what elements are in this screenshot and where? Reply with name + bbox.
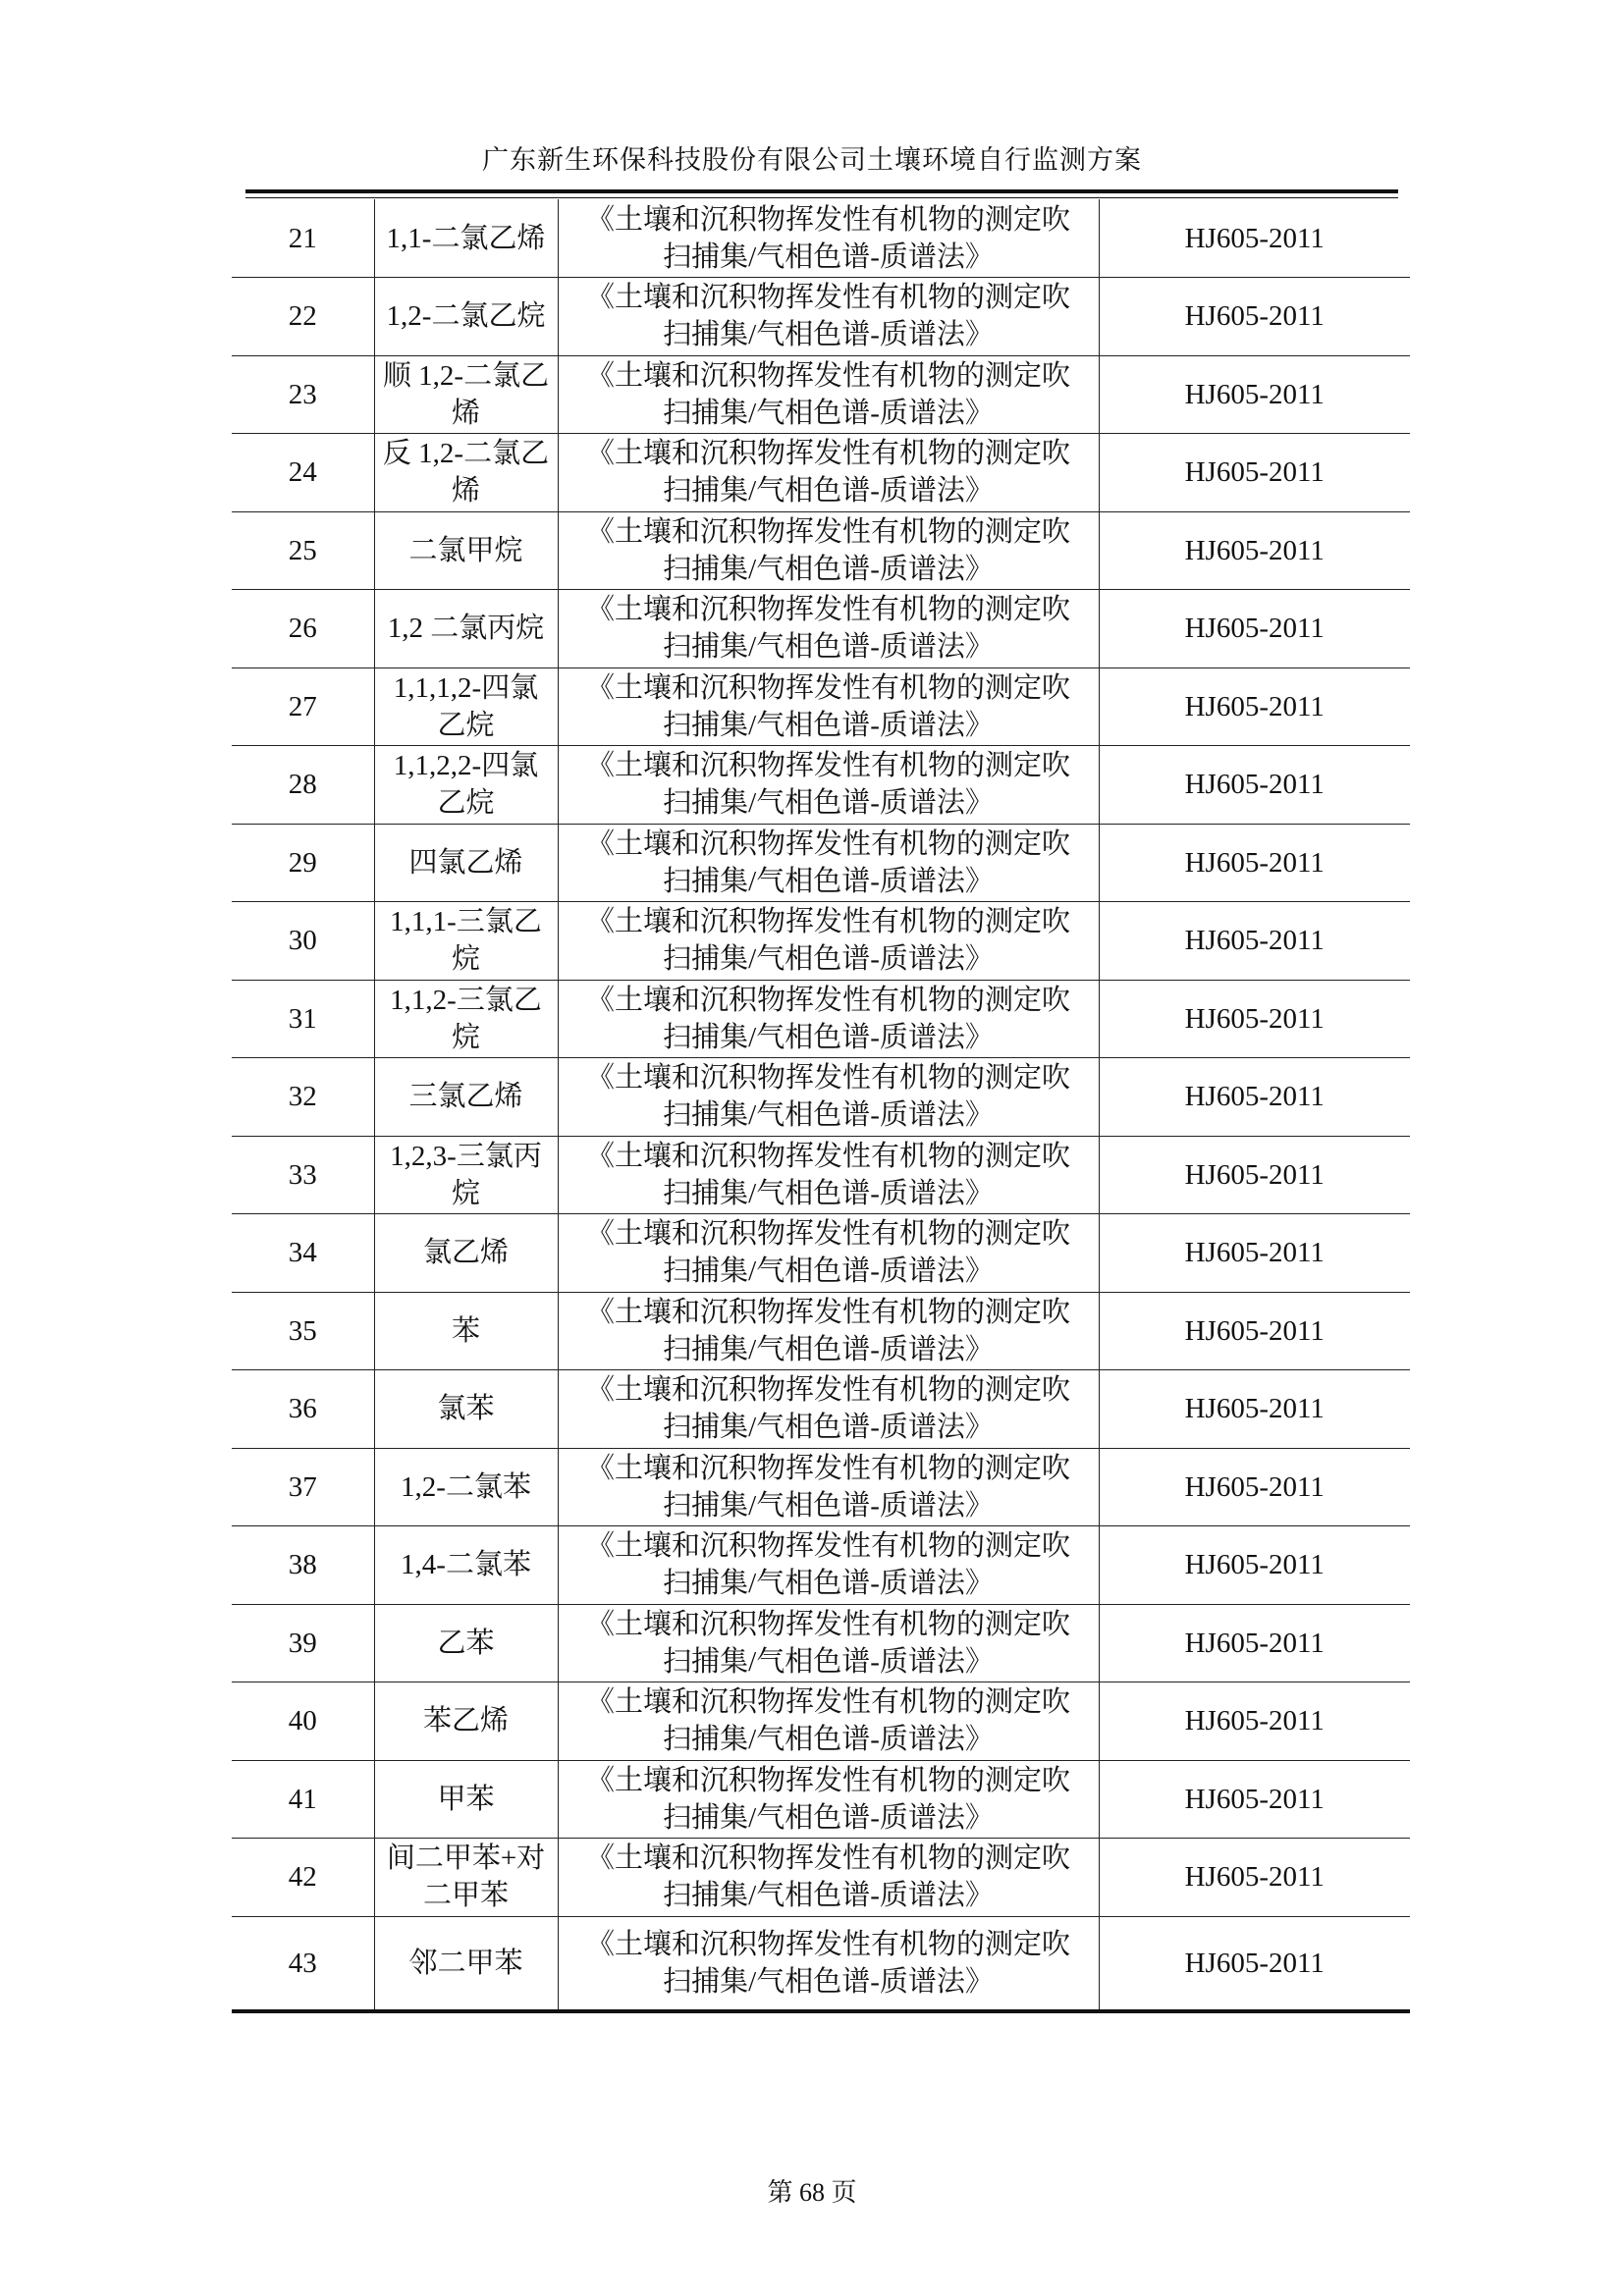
standard-code-cell: HJ605-2011 xyxy=(1099,1604,1410,1682)
table-row xyxy=(232,980,1410,1058)
table-row xyxy=(232,1370,1410,1449)
monitoring-method-table xyxy=(232,199,1410,2013)
header-rule-thick xyxy=(245,189,1398,193)
row-number-cell: 36 xyxy=(232,1370,374,1449)
table-row xyxy=(232,1760,1410,1839)
table-row xyxy=(232,199,1410,278)
table-row xyxy=(232,746,1410,825)
standard-code-cell: HJ605-2011 xyxy=(1099,1839,1410,1917)
standard-code-cell: HJ605-2011 xyxy=(1099,1760,1410,1839)
method-name-cell: 《土壤和沉积物挥发性有机物的测定吹扫捕集/气相色谱-质谱法》 xyxy=(558,1526,1099,1605)
analyte-name-cell: 乙苯 xyxy=(374,1604,558,1682)
page-number: 第 68 页 xyxy=(767,2178,857,2207)
table-row xyxy=(232,434,1410,512)
row-number-cell: 34 xyxy=(232,1214,374,1293)
method-name-cell: 《土壤和沉积物挥发性有机物的测定吹扫捕集/气相色谱-质谱法》 xyxy=(558,1839,1099,1917)
row-number-cell: 43 xyxy=(232,1916,374,2011)
standard-code-cell: HJ605-2011 xyxy=(1099,902,1410,981)
standard-code-cell: HJ605-2011 xyxy=(1099,824,1410,902)
table-row xyxy=(232,1526,1410,1605)
table-row xyxy=(232,1839,1410,1917)
analyte-name-cell: 二氯甲烷 xyxy=(374,511,558,590)
standard-code-cell: HJ605-2011 xyxy=(1099,199,1410,278)
analyte-name-cell: 顺 1,2-二氯乙烯 xyxy=(374,355,558,434)
method-name-cell: 《土壤和沉积物挥发性有机物的测定吹扫捕集/气相色谱-质谱法》 xyxy=(558,1136,1099,1214)
analyte-name-cell: 1,1,1,2-四氯乙烷 xyxy=(374,667,558,746)
analyte-name-cell: 苯乙烯 xyxy=(374,1682,558,1761)
table-row xyxy=(232,1682,1410,1761)
row-number-cell: 37 xyxy=(232,1448,374,1526)
method-name-cell: 《土壤和沉积物挥发性有机物的测定吹扫捕集/气相色谱-质谱法》 xyxy=(558,355,1099,434)
method-name-cell: 《土壤和沉积物挥发性有机物的测定吹扫捕集/气相色谱-质谱法》 xyxy=(558,590,1099,668)
analyte-name-cell: 1,2,3-三氯丙烷 xyxy=(374,1136,558,1214)
standard-code-cell: HJ605-2011 xyxy=(1099,1682,1410,1761)
method-name-cell: 《土壤和沉积物挥发性有机物的测定吹扫捕集/气相色谱-质谱法》 xyxy=(558,1370,1099,1449)
standard-code-cell: HJ605-2011 xyxy=(1099,1136,1410,1214)
method-name-cell: 《土壤和沉积物挥发性有机物的测定吹扫捕集/气相色谱-质谱法》 xyxy=(558,1292,1099,1370)
method-name-cell: 《土壤和沉积物挥发性有机物的测定吹扫捕集/气相色谱-质谱法》 xyxy=(558,1916,1099,2011)
table-row xyxy=(232,1916,1410,2011)
row-number-cell: 30 xyxy=(232,902,374,981)
method-name-cell: 《土壤和沉积物挥发性有机物的测定吹扫捕集/气相色谱-质谱法》 xyxy=(558,902,1099,981)
standard-code-cell: HJ605-2011 xyxy=(1099,511,1410,590)
standard-code-cell: HJ605-2011 xyxy=(1099,278,1410,356)
method-name-cell: 《土壤和沉积物挥发性有机物的测定吹扫捕集/气相色谱-质谱法》 xyxy=(558,746,1099,825)
table-row xyxy=(232,278,1410,356)
method-name-cell: 《土壤和沉积物挥发性有机物的测定吹扫捕集/气相色谱-质谱法》 xyxy=(558,1760,1099,1839)
method-name-cell: 《土壤和沉积物挥发性有机物的测定吹扫捕集/气相色谱-质谱法》 xyxy=(558,1058,1099,1137)
table-row xyxy=(232,1136,1410,1214)
row-number-cell: 33 xyxy=(232,1136,374,1214)
standard-code-cell: HJ605-2011 xyxy=(1099,1370,1410,1449)
method-name-cell: 《土壤和沉积物挥发性有机物的测定吹扫捕集/气相色谱-质谱法》 xyxy=(558,1604,1099,1682)
analyte-name-cell: 甲苯 xyxy=(374,1760,558,1839)
analyte-name-cell: 间二甲苯+对二甲苯 xyxy=(374,1839,558,1917)
row-number-cell: 41 xyxy=(232,1760,374,1839)
analyte-name-cell: 1,2-二氯苯 xyxy=(374,1448,558,1526)
method-name-cell: 《土壤和沉积物挥发性有机物的测定吹扫捕集/气相色谱-质谱法》 xyxy=(558,667,1099,746)
standard-code-cell: HJ605-2011 xyxy=(1099,980,1410,1058)
standard-code-cell: HJ605-2011 xyxy=(1099,434,1410,512)
standard-code-cell: HJ605-2011 xyxy=(1099,746,1410,825)
method-name-cell: 《土壤和沉积物挥发性有机物的测定吹扫捕集/气相色谱-质谱法》 xyxy=(558,511,1099,590)
standard-code-cell: HJ605-2011 xyxy=(1099,1292,1410,1370)
table-row xyxy=(232,1214,1410,1293)
method-name-cell: 《土壤和沉积物挥发性有机物的测定吹扫捕集/气相色谱-质谱法》 xyxy=(558,1448,1099,1526)
page-header-title: 广东新生环保科技股份有限公司土壤环境自行监测方案 xyxy=(482,145,1142,175)
analyte-name-cell: 1,2-二氯乙烷 xyxy=(374,278,558,356)
table-row xyxy=(232,1604,1410,1682)
table-row xyxy=(232,824,1410,902)
standard-code-cell: HJ605-2011 xyxy=(1099,667,1410,746)
method-name-cell: 《土壤和沉积物挥发性有机物的测定吹扫捕集/气相色谱-质谱法》 xyxy=(558,199,1099,278)
method-name-cell: 《土壤和沉积物挥发性有机物的测定吹扫捕集/气相色谱-质谱法》 xyxy=(558,278,1099,356)
table-row xyxy=(232,1448,1410,1526)
table-row xyxy=(232,511,1410,590)
method-name-cell: 《土壤和沉积物挥发性有机物的测定吹扫捕集/气相色谱-质谱法》 xyxy=(558,434,1099,512)
table-row xyxy=(232,355,1410,434)
method-name-cell: 《土壤和沉积物挥发性有机物的测定吹扫捕集/气相色谱-质谱法》 xyxy=(558,980,1099,1058)
row-number-cell: 24 xyxy=(232,434,374,512)
row-number-cell: 35 xyxy=(232,1292,374,1370)
standard-code-cell: HJ605-2011 xyxy=(1099,1448,1410,1526)
table-body xyxy=(232,199,1410,2011)
row-number-cell: 32 xyxy=(232,1058,374,1137)
analyte-name-cell: 三氯乙烯 xyxy=(374,1058,558,1137)
table-row xyxy=(232,590,1410,668)
method-name-cell: 《土壤和沉积物挥发性有机物的测定吹扫捕集/气相色谱-质谱法》 xyxy=(558,1214,1099,1293)
standard-code-cell: HJ605-2011 xyxy=(1099,1916,1410,2011)
analyte-name-cell: 1,2 二氯丙烷 xyxy=(374,590,558,668)
row-number-cell: 31 xyxy=(232,980,374,1058)
analyte-name-cell: 1,1-二氯乙烯 xyxy=(374,199,558,278)
analyte-name-cell: 氯苯 xyxy=(374,1370,558,1449)
row-number-cell: 27 xyxy=(232,667,374,746)
analyte-name-cell: 反 1,2-二氯乙烯 xyxy=(374,434,558,512)
analyte-name-cell: 1,4-二氯苯 xyxy=(374,1526,558,1605)
table-row xyxy=(232,902,1410,981)
method-name-cell: 《土壤和沉积物挥发性有机物的测定吹扫捕集/气相色谱-质谱法》 xyxy=(558,824,1099,902)
standard-code-cell: HJ605-2011 xyxy=(1099,1526,1410,1605)
row-number-cell: 38 xyxy=(232,1526,374,1605)
row-number-cell: 23 xyxy=(232,355,374,434)
table-row xyxy=(232,1292,1410,1370)
row-number-cell: 21 xyxy=(232,199,374,278)
analyte-name-cell: 1,1,2,2-四氯乙烷 xyxy=(374,746,558,825)
standard-code-cell: HJ605-2011 xyxy=(1099,355,1410,434)
row-number-cell: 22 xyxy=(232,278,374,356)
analyte-name-cell: 1,1,2-三氯乙烷 xyxy=(374,980,558,1058)
table-row xyxy=(232,667,1410,746)
method-name-cell: 《土壤和沉积物挥发性有机物的测定吹扫捕集/气相色谱-质谱法》 xyxy=(558,1682,1099,1761)
standard-code-cell: HJ605-2011 xyxy=(1099,1058,1410,1137)
row-number-cell: 26 xyxy=(232,590,374,668)
row-number-cell: 40 xyxy=(232,1682,374,1761)
analyte-name-cell: 1,1,1-三氯乙烷 xyxy=(374,902,558,981)
table-row xyxy=(232,1058,1410,1137)
standard-code-cell: HJ605-2011 xyxy=(1099,590,1410,668)
row-number-cell: 28 xyxy=(232,746,374,825)
row-number-cell: 42 xyxy=(232,1839,374,1917)
analyte-name-cell: 氯乙烯 xyxy=(374,1214,558,1293)
analyte-name-cell: 邻二甲苯 xyxy=(374,1916,558,2011)
row-number-cell: 25 xyxy=(232,511,374,590)
row-number-cell: 39 xyxy=(232,1604,374,1682)
header-rule-thin xyxy=(245,197,1398,198)
analyte-name-cell: 四氯乙烯 xyxy=(374,824,558,902)
standard-code-cell: HJ605-2011 xyxy=(1099,1214,1410,1293)
row-number-cell: 29 xyxy=(232,824,374,902)
analyte-name-cell: 苯 xyxy=(374,1292,558,1370)
